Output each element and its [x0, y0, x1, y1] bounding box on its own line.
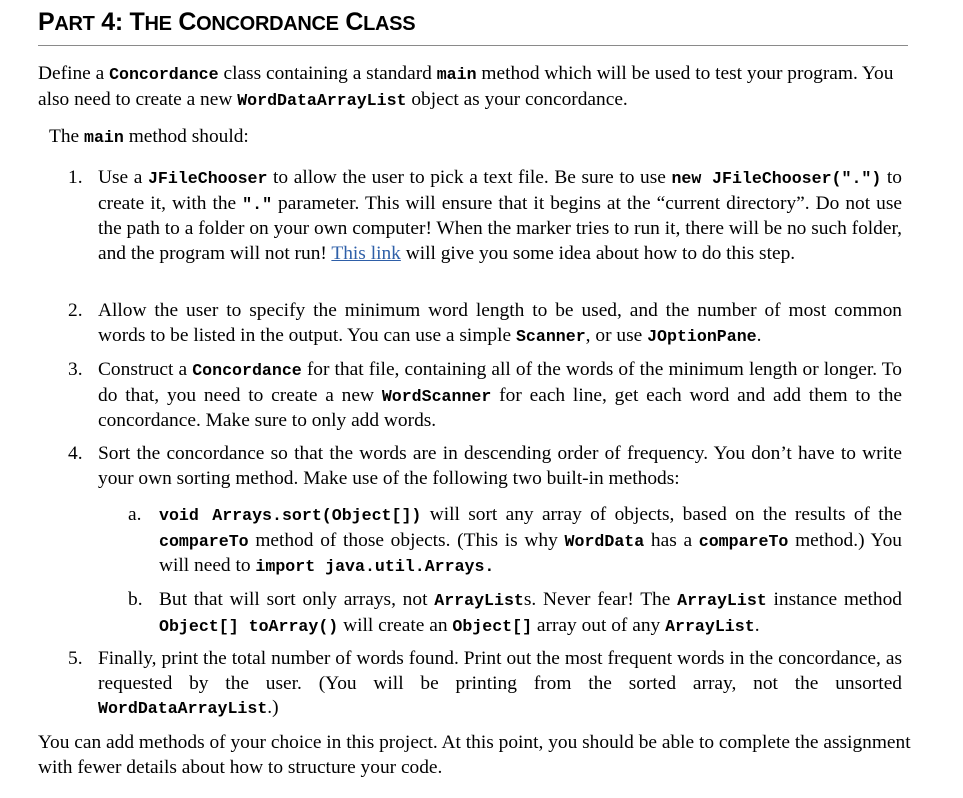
intro-code: main — [436, 65, 477, 84]
intro-text: object as your concordance. — [406, 88, 628, 110]
heading-the-rest: HE — [144, 13, 172, 35]
substep-text: array out of any — [532, 614, 666, 636]
section-heading — [38, 10, 908, 46]
step-text: to create it, with the — [98, 167, 902, 214]
step-code: JFileChooser — [147, 169, 268, 188]
substep-text: . — [754, 614, 760, 636]
substep-code: compareTo — [159, 531, 249, 551]
substep-code: import java.util.Arrays. — [255, 557, 495, 577]
sublist-letter: b. — [128, 589, 143, 610]
substep-code: Object[] toArray() — [159, 616, 339, 636]
heading-part-initial: P — [38, 8, 55, 36]
heading-class-initial: C — [345, 8, 364, 36]
heading-part-rest: ART — [54, 13, 95, 35]
substep-code: WordData — [564, 531, 645, 551]
substep-code: Object[] — [452, 616, 533, 636]
heading-concordance-initial: C — [178, 8, 197, 36]
heading-the-initial: T — [129, 8, 145, 36]
step-text: Finally, print the total number of words found. Print out the most frequent words in the concordance, as requested by the user. (You will be printing from the sorted array, not the unsorted — [98, 648, 902, 694]
substep-text: has a — [644, 529, 699, 551]
step-text: for that file, containing all of the words of the minimum length or longer. To do that, you need to create a new — [98, 359, 902, 406]
list-item-step-4a — [128, 503, 902, 580]
step-text: , or use — [585, 324, 648, 346]
heading-concordance-rest: ONCORDANCE — [196, 13, 339, 35]
list-number: 1. — [68, 167, 83, 188]
list-item-step-4b — [128, 588, 902, 639]
substep-text: method of those objects. (This is why — [248, 529, 565, 551]
step-code: JOptionPane — [647, 326, 757, 346]
intro-code: Concordance — [109, 65, 219, 84]
main-intro-text: The — [49, 126, 84, 147]
sublist-letter: a. — [128, 504, 142, 525]
intro-text: class containing a standard — [218, 63, 437, 84]
substep-text: instance method — [766, 589, 902, 610]
step-text: parameter. This will ensure that it begins at the “current directory”. Do not use the path to a folder on your own computer! When the marker tries to run it, there will be no such folder, and the program will not run! — [98, 192, 902, 264]
list-number: 4. — [68, 443, 83, 464]
substep-text: But that will sort only arrays, not — [159, 589, 435, 610]
substep-text: method.) You will need to — [159, 529, 902, 577]
step-code: "." — [242, 194, 273, 214]
step-text: Construct a — [98, 359, 193, 380]
step-text: Sort the concordance so that the words are in descending order of frequency. You don’t have to write your own sorting method. Make use of the following two built-in methods: — [98, 443, 902, 489]
step-text: to allow the user to pick a text file. Be sure to use — [267, 167, 672, 188]
list-number: 3. — [68, 359, 83, 380]
intro-paragraph — [38, 62, 918, 113]
step-code: WordScanner — [381, 386, 492, 406]
step-text: . — [756, 324, 762, 346]
substep-text: will sort any array of objects, based on the results of the — [421, 504, 902, 525]
substep-text: s. Never fear! The — [523, 589, 678, 610]
list-number: 5. — [68, 648, 83, 669]
closing-paragraph: You can add methods of your choice in this project. At this point, you should be able to complete the assignment with fewer details about how to structure your code. — [38, 732, 911, 778]
step-text: Allow the user to specify the minimum word length to be used, and the number of most common words to be listed in the output. You can use a simple — [98, 300, 902, 346]
intro-text: Define a — [38, 63, 110, 84]
substep-code: ArrayList — [434, 591, 524, 610]
step-text: will give you some idea about how to do this step. — [400, 242, 796, 264]
heading-number: 4: — [101, 8, 123, 36]
main-intro-code: main — [84, 128, 124, 147]
this-link[interactable]: This link — [331, 242, 401, 264]
main-method-intro — [49, 125, 929, 151]
intro-text: method which will be used to test your program. You also need to create a new — [38, 63, 894, 110]
substep-code: ArrayList — [677, 591, 767, 610]
step-code: WordDataArrayList — [98, 699, 268, 719]
list-item-step-4 — [68, 442, 902, 491]
step-code: new JFileChooser(".") — [671, 169, 882, 188]
step-text: for each line, get each word and add them to the concordance. Make sure to only add words. — [98, 384, 902, 432]
list-item-step-1 — [68, 166, 902, 266]
step-code: Concordance — [192, 361, 302, 380]
list-item-step-5 — [68, 647, 902, 722]
step-text: .) — [267, 697, 279, 719]
list-item-step-2 — [68, 299, 902, 349]
main-intro-text: method should: — [123, 126, 249, 147]
intro-code: WordDataArrayList — [237, 90, 407, 110]
list-number: 2. — [68, 300, 83, 321]
substep-code: void Arrays.sort(Object[]) — [159, 506, 422, 525]
list-item-step-3 — [68, 358, 902, 434]
substep-code: compareTo — [698, 531, 789, 551]
substep-code: ArrayList — [665, 616, 755, 636]
step-code: Scanner — [515, 326, 586, 346]
step-text: Use a — [98, 167, 148, 188]
heading-class-rest: LASS — [363, 13, 416, 35]
substep-text: will create an — [338, 614, 453, 636]
